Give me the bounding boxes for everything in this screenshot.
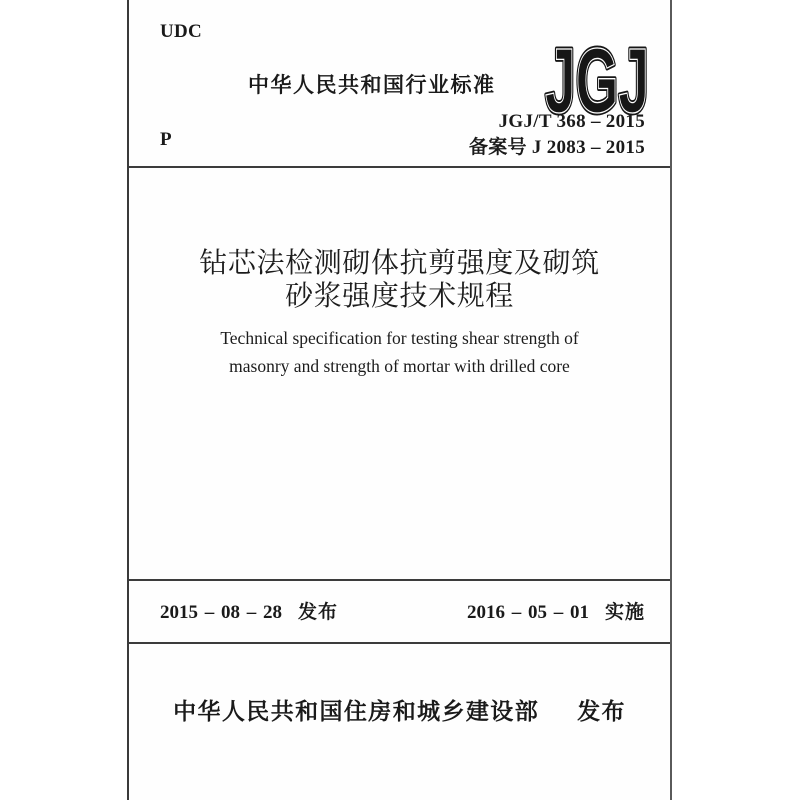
standard-number: JGJ/T 368 – 2015 <box>498 111 645 132</box>
title-en-line-2: masonry and strength of mortar with drilled core <box>229 356 570 376</box>
filing-number: 备案号 J 2083 – 2015 <box>468 137 645 158</box>
title-zh-line-2: 砂浆强度技术规程 <box>285 279 514 312</box>
issue-date-row <box>160 600 338 625</box>
divider-bottom <box>129 642 670 644</box>
title-block <box>129 246 670 380</box>
standard-type: 中华人民共和国行业标准 <box>248 73 496 97</box>
logo-text-base: JGJ <box>545 40 649 116</box>
effective-label: 实施 <box>604 601 645 623</box>
standard-cover <box>127 0 672 800</box>
publisher-block <box>129 697 670 727</box>
divider-top <box>129 166 670 168</box>
logo-text-inline: JGJ <box>545 40 649 116</box>
effective-date: 2016 – 05 – 01 <box>466 602 589 623</box>
udc-label: UDC <box>160 21 203 42</box>
divider-middle <box>129 579 670 581</box>
effective-date-row <box>467 600 645 625</box>
issue-date: 2015 – 08 – 28 <box>160 602 282 623</box>
publisher-name: 中华人民共和国住房和城乡建设部 <box>173 699 540 725</box>
jgj-logo <box>541 40 653 116</box>
title-zh-line-1: 钻芯法检测砌体抗剪强度及砌筑 <box>199 246 600 279</box>
category-code: P <box>160 129 172 150</box>
issue-label: 发布 <box>298 601 339 623</box>
title-en-line-1: Technical specification for testing shear strength of <box>220 328 579 348</box>
publish-label: 发布 <box>577 699 626 725</box>
